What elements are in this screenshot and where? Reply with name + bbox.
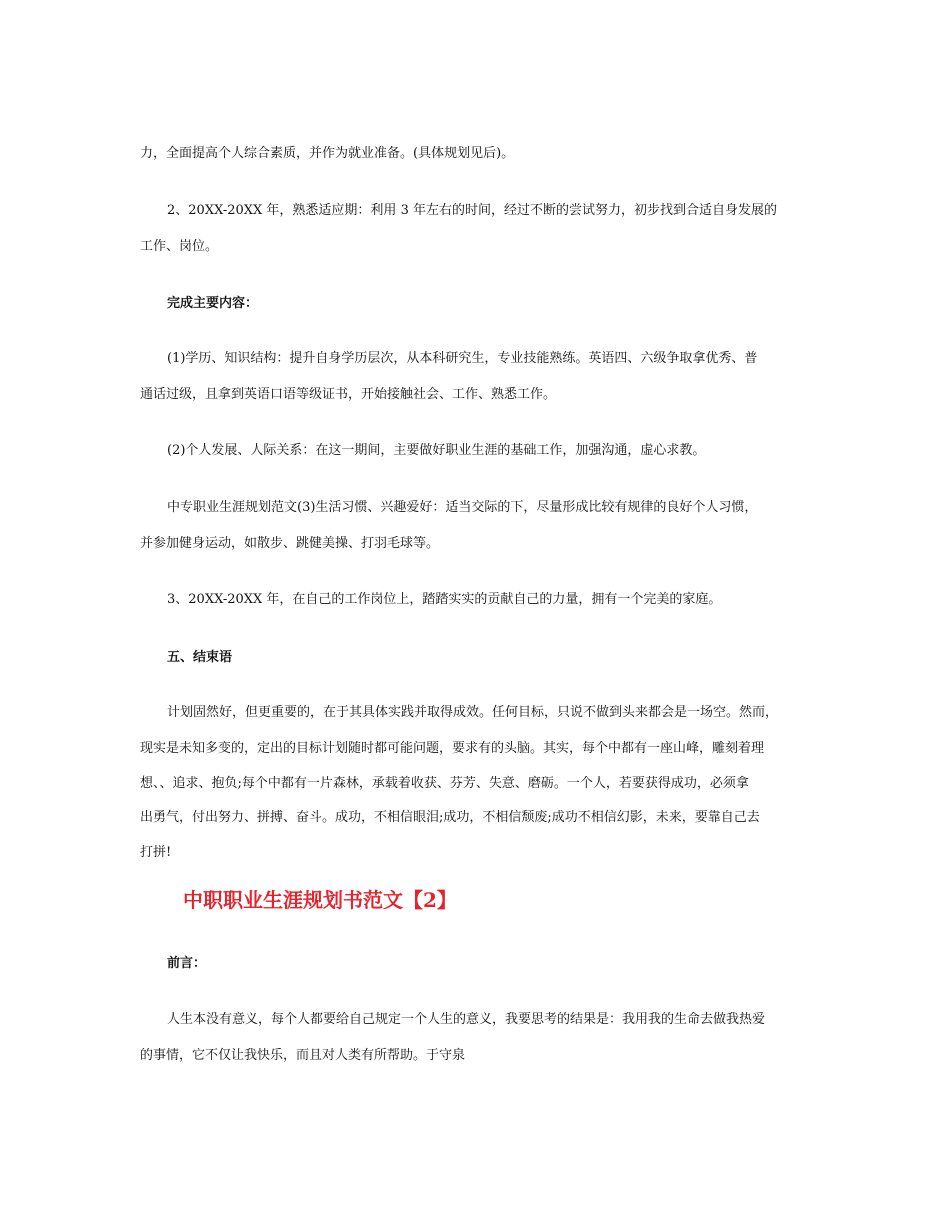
paragraph-line: 中专职业生涯规划范文(3)生活习惯、兴趣爱好：适当交际的下，尽量形成比较有规律的良好个人习惯， (167, 500, 758, 515)
paragraph-line: 2、20XX-20XX 年，熟悉适应期：利用 3 年左右的时间，经过不断的尝试努力，初步找到合适自身发展的 (167, 203, 777, 218)
paragraph-line: (1)学历、知识结构：提升自身学历层次，从本科研究生，专业技能熟练。英语四、六级争取拿优秀、普 (167, 351, 758, 366)
paragraph-line: 3、20XX-20XX 年，在自己的工作岗位上，踏踏实实的贡献自己的力量，拥有一个完美的家庭。 (167, 592, 722, 607)
paragraph-line: 人生本没有意义，每个人都要给自己规定一个人生的意义，我要思考的结果是：我用我的生命去做我热爱 (167, 1012, 766, 1027)
paragraph-line: 并参加健身运动，如散步、跳健美操、打羽毛球等。 (140, 536, 440, 551)
section-title: 中职职业生涯规划书范文【2】 (183, 888, 457, 912)
paragraph-line: 现实是未知多变的，定出的目标计划随时都可能问题，要求有的头脑。其实，每个中都有一座山峰，雕刻着理 (140, 741, 765, 756)
paragraph-line: 打拼! (140, 845, 172, 860)
paragraph-line: 工作、岗位。 (140, 239, 219, 254)
paragraph-line: (2)个人发展、人际关系：在这一期间，主要做好职业生涯的基础工作，加强沟通，虚心求教。 (167, 443, 706, 458)
paragraph-line: 通话过级，且拿到英语口语等级证书，开始接触社会、工作、熟悉工作。 (140, 387, 557, 402)
paragraph-line: 计划固然好，但更重要的，在于其具体实践并取得成效。任何目标，只说不做到头来都会是一场空。然而， (167, 705, 779, 720)
paragraph-line: 出勇气，付出努力、拼搏、奋斗。成功，不相信眼泪;成功，不相信颓废;成功不相信幻影，未来，要靠自己去 (140, 810, 760, 825)
section-heading: 五、结束语 (167, 650, 233, 665)
paragraph-line: 想、、追求、抱负;每个中都有一片森林，承载着收获、芬芳、失意、磨砺。一个人，若要获得成功，必须拿 (140, 776, 749, 791)
subheading: 完成主要内容： (167, 296, 259, 311)
subheading: 前言： (167, 956, 207, 971)
paragraph-line: 的事情，它不仅让我快乐，而且对人类有所帮助。于守泉 (140, 1048, 466, 1063)
paragraph-line: 力，全面提高个人综合素质，并作为就业准备。(具体规划见后)。 (140, 146, 515, 161)
